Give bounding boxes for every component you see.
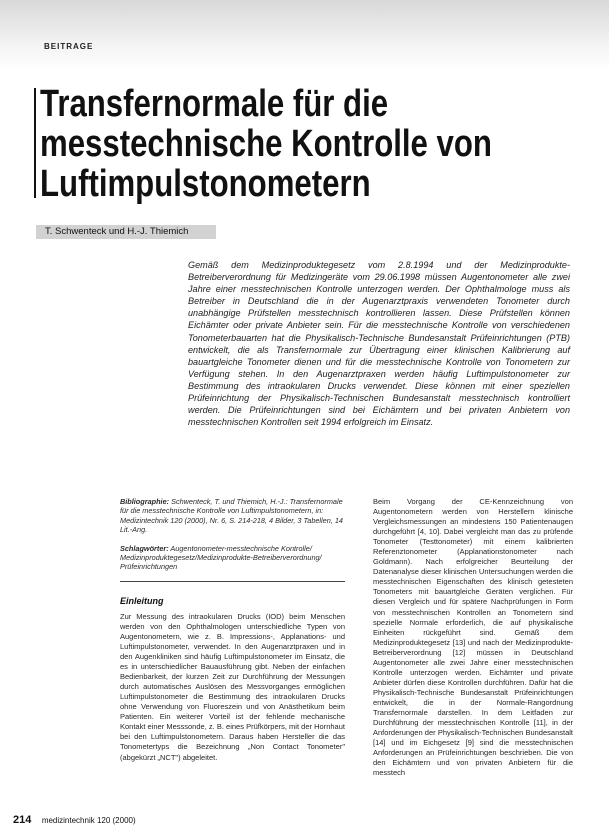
body-paragraph: Beim Vorgang der CE-Kennzeichnung von Augentonometern werden von Herstellern klinische Vergleichsmessungen an mindestens 150 Patientenaugen durchgeführt [4, 10]. Dabei vergleicht man das zu prüfende Tonometer (Testtonometer) mit einem kalibrierten Referenztonometer (Applanationstonometer nach Goldmann). Nach erfolgreicher Beurteilung der Datenanalyse dieser klinischen Untersuchungen werden die messtechnischen Eigenschaften des klinisch getesteten Tonometers mit bauartgleiche Geräten verglichen. Für diesen Vergleich und für spätere Nachprüfungen in Form von messtechnischen Kontrollen an Tonometern sind spezielle Normale erforderlich, die auf physikalische Einheiten rückgeführt sind. Gemäß dem Medizinproduktegesetz [13] und nach der Medizinprodukte-Betreiberverordnung [12] müssen in Deutschland Augentonometer alle zwei Jahre einer messtechnischen Kontrolle unterzogen werden. Eichämter und private Anbieter dürfen diese Kontrollen durchführen. Dafür hat die Physikalisch-Technische Bundesanstalt Prüfeinrichtungen entwickelt, die in der Normale-Rangordnung Transfernormale darstellen. In dem Leitfaden zur Durchführung der messtechnischen Kontrolle [11], in der Anforderungen der Physikalisch-Technischen Bundesanstalt [14] und im Eichgesetz [9] sind die messtechnischen Anforderungen an Prüfeinrichtungen beschrieben. Die von den Eichämtern und von privaten Anbietern für die messtech [373,497,573,778]
left-column [120,497,345,763]
journal-name: medizintechnik 120 (2000) [41,816,136,825]
authors: T. Schwenteck und H.-J. Thiemich [45,226,189,237]
title-line: Transfernormale für die [40,83,389,125]
abstract: Gemäß dem Medizinproduktegesetz vom 2.8.1994 und der Medizinprodukte-Betreiberverordnung für Medizingeräte vom 29.06.1998 müssen Augentonometer alle zwei Jahre einer messtechnischen Kontrolle unterzogen werden. Der Ophthalmologe muss als Betreiber in Deutschland die in der Augenarztpraxis verwendeten Tonometer durch unabhängige Prüfstellen messtechnisch kontrollieren lassen. Diese Prüfstellen können Eichämter oder private Anbieter sein. Für die messtechnische Kontrolle von verschiedenen Tonometerbauarten hat die Physikalisch-Technische Bundesanstalt Prüfeinrichtungen (PTB) entwickelt, die als Transfernormale zur Übertragung einer klinischen Kalibrierung auf bauartgleiche Tonometer dienen und für die messtechnische Kontrolle von Tonometern zur Verfügung stehen. In den Augenarztpraxen werden häufig Luftimpulstonometer zur Bestimmung des intraokularen Drucks verwendet. Diese können mit einer speziellen Prüfeinrichtung der Physikalisch-Technischen Bundesanstalt messtechnisch kontrolliert werden. Die Prüfeinrichtungen sind bei Eichämtern und bei privaten Anbietern von messtechnischen Kontrollen seit 1994 erfolgreich im Einsatz. [188,260,570,428]
title-rule [34,88,36,198]
right-column [373,497,573,778]
page-footer [13,810,136,828]
citation-block [120,497,345,535]
column-divider [120,581,345,582]
citation-label: Bibliographie: [120,497,170,506]
header-shade [0,0,609,70]
keywords-label: Schlagwörter: [120,543,169,553]
keywords: Augentonometer-messtechnische Kontrolle/ Medizinproduktegesetz/Medizinprodukte-Betreiberverordnung/ Prüfeinrichtungen [120,543,322,572]
page-number: 214 [13,814,32,826]
title-line: messtechnische Kontrolle von [40,123,492,165]
section-label: BEITRAGE [44,42,94,51]
title-line: Luftimpulstonometern [40,163,371,205]
intro-paragraph: Zur Messung des intraokularen Drucks (IOD) beim Menschen werden von den Ophthalmologen unterschiedliche Typen von Augentonometern, wie z. B. Impressions-, Applanations- und Luftimpulstonometer, verwendet. In den Augenarztpraxen und in den Augenkliniken sind häufig Luftimpulstonometer im Einsatz, die es in unterschiedlicher Bauausführung gibt. Neben der einfachen Bedienbarkeit, der kurzen Zeit zur Durchführung der Messungen durch automatisches Auslösen des Messvorganges ermöglichen Luftimpulstonometer die Bestimmung des intraokularen Drucks ohne Verwendung von Fluoreszein und von Anästhetikum beim Patienten. Ein weiterer Vorteil ist der fehlende mechanische Kontakt einer Messsonde, z. B. eines Prüfkörpers, mit der Hornhaut bei den Luftimpulstonometern. Daraus haben Hersteller die das Tonometertyps die Bezeichnung „Non Contact Tonometer" (abgekürzt „NCT") abgeleitet. [120,611,345,762]
citation: Schwenteck, T. und Thiemich, H.-J.: Transfernormale für die messtechnische Kontrolle von Luftimpulstonometern, in: Medizintechnik 120 (2000), Nr. 6, S. 214-218, 4 Bilder, 3 Tabellen, 14 Lit.-Ang. [120,497,343,535]
article-title [40,83,492,205]
section-heading: Einleitung [120,595,164,606]
keywords-block [120,544,345,572]
